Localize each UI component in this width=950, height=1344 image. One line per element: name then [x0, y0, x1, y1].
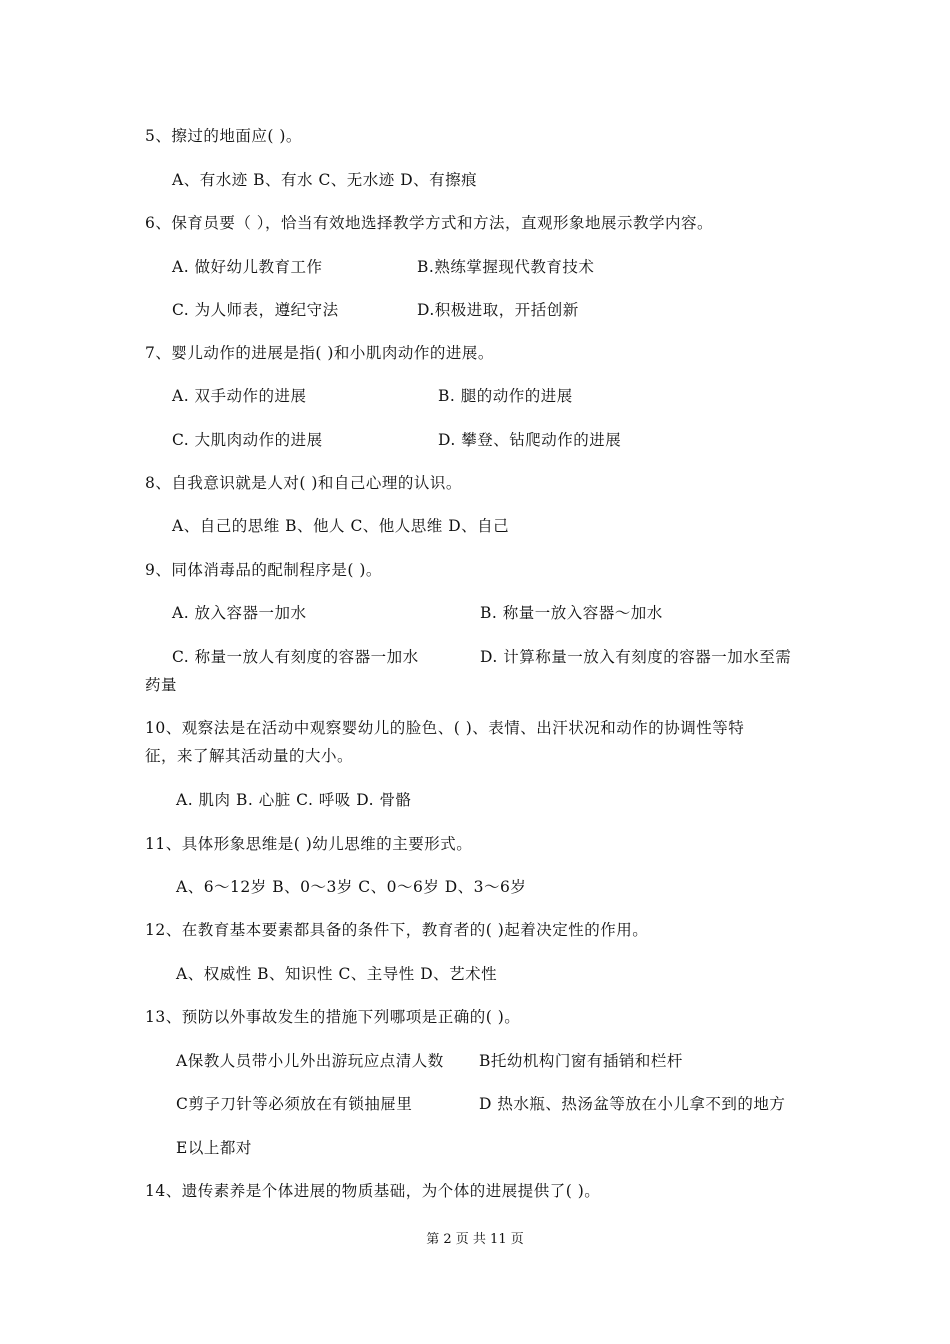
question-9-option-c: C. 称量一放人有刻度的容器一加水: [172, 648, 419, 666]
question-6-stem: 6、保育员要（ ），恰当有效地选择教学方式和方法，直观形象地展示教学内容。: [145, 214, 714, 232]
question-11-stem: 11、具体形象思维是( )幼儿思维的主要形式。: [145, 835, 473, 853]
question-5-options: A、有水迹 B、有水 C、无水迹 D、有擦痕: [172, 171, 478, 189]
question-13-option-c: C剪子刀针等必须放在有锁抽屉里: [176, 1095, 413, 1113]
question-7-option-a: A. 双手动作的进展: [172, 387, 307, 405]
page-number-footer: 第 2 页 共 11 页: [426, 1232, 524, 1247]
question-13-option-e: E以上都对: [176, 1139, 252, 1157]
question-13-option-a: A保教人员带小儿外出游玩应点清人数: [176, 1052, 444, 1070]
question-5-stem: 5、擦过的地面应( )。: [145, 127, 302, 145]
question-7-option-d: D. 攀登、钻爬动作的进展: [438, 431, 622, 449]
question-14-stem: 14、遗传素养是个体进展的物质基础，为个体的进展提供了( )。: [145, 1182, 601, 1200]
question-9-option-d: D. 计算称量一放入有刻度的容器一加水至需: [480, 648, 792, 666]
question-9-option-a: A. 放入容器一加水: [172, 604, 307, 622]
question-9-option-b: B. 称量一放入容器～加水: [480, 604, 663, 622]
question-11-options: A、6～12岁 B、0～3岁 C、0～6岁 D、3～6岁: [176, 878, 527, 896]
question-7-stem: 7、婴儿动作的进展是指( )和小肌肉动作的进展。: [145, 344, 494, 362]
question-7-option-b: B. 腿的动作的进展: [438, 387, 573, 405]
question-13-option-b: B托幼机构门窗有插销和栏杆: [479, 1052, 683, 1070]
question-7-option-c: C. 大肌肉动作的进展: [172, 431, 323, 449]
question-12-options: A、权威性 B、知识性 C、主导性 D、艺术性: [176, 965, 498, 983]
question-6-option-a: A. 做好幼儿教育工作: [172, 258, 323, 276]
question-6-option-b: B.熟练掌握现代教育技术: [417, 258, 595, 276]
question-10-stem: 10、观察法是在活动中观察婴幼儿的脸色、( )、表情、出汗状况和动作的协调性等特: [145, 719, 745, 737]
question-9-stem: 9、同体消毒品的配制程序是( )。: [145, 561, 382, 579]
question-6-option-c: C. 为人师表，遵纪守法: [172, 301, 339, 319]
question-6-option-d: D.积极进取，开括创新: [417, 301, 579, 319]
question-12-stem: 12、在教育基本要素都具备的条件下，教育者的( )起着决定性的作用。: [145, 921, 649, 939]
question-10-options: A. 肌肉 B. 心脏 C. 呼吸 D. 骨骼: [176, 791, 412, 809]
question-13-stem: 13、预防以外事故发生的措施下列哪项是正确的( )。: [145, 1008, 521, 1026]
question-8-stem: 8、自我意识就是人对( )和自己心理的认识。: [145, 474, 462, 492]
question-13-option-d: D 热水瓶、热汤盆等放在小儿拿不到的地方: [479, 1095, 786, 1113]
question-10-stem-continued: 征，来了解其活动量的大小。: [145, 747, 354, 765]
question-9-option-d-continued: 药量: [145, 676, 178, 694]
question-8-options: A、自己的思维 B、他人 C、他人思维 D、自己: [172, 517, 510, 535]
